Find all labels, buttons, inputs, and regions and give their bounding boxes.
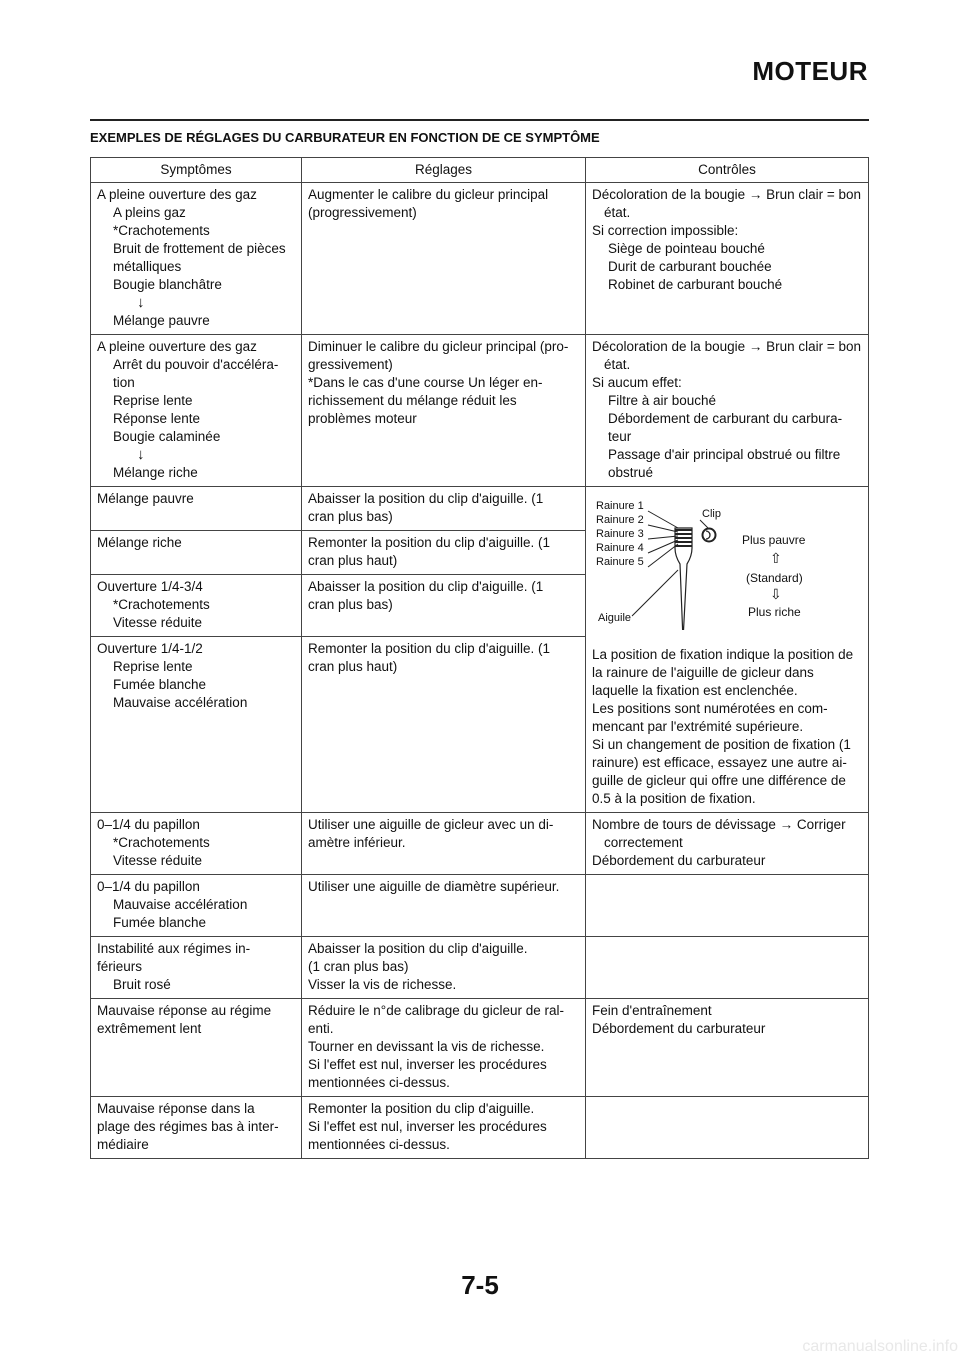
- table-row: [91, 1097, 869, 1159]
- check-text: Décoloration de la bougie → Brun clair = bon état.: [592, 339, 862, 372]
- needle-body: [675, 528, 692, 630]
- adjustment-cell: [302, 183, 586, 335]
- symptom-result: Mélange pauvre: [113, 313, 210, 328]
- adjustment-cell: [302, 575, 586, 637]
- symptom-line: Bougie blanchâtre: [113, 277, 222, 292]
- explanation-line: Les positions sont numérotées en com-: [592, 701, 828, 716]
- groove-label: Rainure 2: [596, 514, 644, 526]
- adjustment-cell: [302, 875, 586, 937]
- symptom-cell: [91, 813, 302, 875]
- symptom-line: Bruit rosé: [113, 977, 171, 992]
- explanation-line: la rainure de l'aiguille de gicleur dans: [592, 665, 814, 680]
- check-line: teur: [608, 429, 632, 444]
- adjustment-line: amètre inférieur.: [308, 835, 406, 850]
- adjustment-line: richissement du mélange réduit les: [308, 393, 517, 408]
- leader-line: [700, 520, 708, 528]
- check-cell: [586, 937, 869, 999]
- adjustment-cell: [302, 335, 586, 487]
- check-cell: [586, 183, 869, 335]
- symptom-line: *Crachotements: [113, 597, 210, 612]
- down-arrow-icon: ⇩: [770, 586, 782, 602]
- adjustment-line: cran plus haut): [308, 553, 398, 568]
- symptom-line: Fumée blanche: [113, 677, 207, 692]
- header-rule: [90, 119, 869, 121]
- check-text: Décoloration de la bougie → Brun clair = bon état.: [592, 187, 862, 220]
- check-line: Fein d'entraînement: [592, 1003, 712, 1018]
- check-cell: [586, 999, 869, 1097]
- adjustment-cell: [302, 531, 586, 575]
- check-cell: [586, 335, 869, 487]
- table-row: [91, 487, 869, 531]
- leader-line: [632, 570, 678, 616]
- check-cell: [586, 813, 869, 875]
- symptom-line: Mélange pauvre: [97, 491, 194, 506]
- symptom-line: A pleine ouverture des gaz: [97, 339, 257, 354]
- down-arrow-icon: ↓: [137, 446, 145, 463]
- symptom-cell: [91, 335, 302, 487]
- adjustment-line: Remonter la position du clip d'aiguille. (1: [308, 641, 550, 656]
- explanation-line: La position de fixation indique la position de: [592, 647, 854, 662]
- symptom-line: Reprise lente: [113, 659, 193, 674]
- symptom-line: *Crachotements: [113, 835, 210, 850]
- symptom-line: tion: [113, 375, 135, 390]
- adjustment-line: Remonter la position du clip d'aiguille. (1: [308, 535, 550, 550]
- diagram-explanation: [592, 646, 862, 808]
- adjustment-line: Utiliser une aiguille de gicleur avec un di-: [308, 817, 554, 832]
- check-line: Durit de carburant bouchée: [608, 259, 772, 274]
- adjustment-line: gressivement): [308, 357, 393, 372]
- explanation-line: mencant par l'extrémité supérieure.: [592, 719, 804, 734]
- symptom-line: Mauvaise réponse au régime: [97, 1003, 272, 1018]
- symptom-cell: [91, 575, 302, 637]
- adjustment-line: enti.: [308, 1021, 334, 1036]
- symptom-line: Fumée blanche: [113, 915, 207, 930]
- check-line: Débordement de carburant du carbura-: [608, 411, 843, 426]
- explanation-line: Si un changement de position de fixation (1: [592, 737, 851, 752]
- check-text: Nombre de tours de dévissage → Corriger correctement: [592, 817, 846, 850]
- leader-line: [648, 536, 678, 539]
- symptom-line: 0–1/4 du papillon: [97, 817, 200, 832]
- check-line: Siège de pointeau bouché: [608, 241, 765, 256]
- adjustment-line: Abaisser la position du clip d'aiguille. (1: [308, 491, 544, 506]
- symptom-line: médiaire: [97, 1137, 149, 1152]
- check-cell: [586, 875, 869, 937]
- explanation-line: rainure) est efficace, essayez une autre ai-: [592, 755, 847, 770]
- symptom-line: Reprise lente: [113, 393, 193, 408]
- col-header-checks: Contrôles: [586, 158, 869, 183]
- adjustment-line: (1 cran plus bas): [308, 959, 409, 974]
- needle-diagram-cell: [586, 487, 869, 813]
- adjustment-line: mentionnées ci-dessus.: [308, 1075, 450, 1090]
- groove-label: Rainure 4: [596, 542, 644, 554]
- symptom-line: Ouverture 1/4-3/4: [97, 579, 203, 594]
- explanation-line: 0.5 à la position de fixation.: [592, 791, 756, 806]
- clip-ring-inner: [706, 531, 710, 539]
- table-row: [91, 813, 869, 875]
- adjustment-line: Diminuer le calibre du gicleur principal (pro-: [308, 339, 569, 354]
- page-number: 7-5: [461, 1270, 499, 1300]
- symptom-line: 0–1/4 du papillon: [97, 879, 200, 894]
- explanation-line: guille de gicleur qui offre une différence de: [592, 773, 846, 788]
- groove-label: Rainure 1: [596, 500, 644, 512]
- symptom-line: Instabilité aux régimes in-: [97, 941, 251, 956]
- down-arrow-icon: ↓: [137, 294, 145, 311]
- adjustment-line: Abaisser la position du clip d'aiguille.: [308, 941, 528, 956]
- page-header-title: MOTEUR: [752, 56, 868, 86]
- col-header-symptoms: Symptômes: [91, 158, 302, 183]
- adjustment-line: Augmenter le calibre du gicleur principal: [308, 187, 549, 202]
- adjustment-line: *Dans le cas d'une course Un léger en-: [308, 375, 543, 390]
- carburetor-settings-table: [90, 157, 869, 1159]
- symptom-line: A pleins gaz: [113, 205, 186, 220]
- symptom-line: férieurs: [97, 959, 143, 974]
- symptom-line: A pleine ouverture des gaz: [97, 187, 257, 202]
- check-line: Si aucum effet:: [592, 375, 682, 390]
- table-row: [91, 875, 869, 937]
- clip-label: Clip: [702, 508, 721, 520]
- symptom-line: Réponse lente: [113, 411, 201, 426]
- adjustment-line: Remonter la position du clip d'aiguille.: [308, 1101, 535, 1116]
- symptom-line: Bougie calaminée: [113, 429, 221, 444]
- symptom-line: Mauvaise accélération: [113, 695, 248, 710]
- needle-label: Aiguile: [598, 612, 632, 624]
- symptom-line: Bruit de frottement de pièces: [113, 241, 286, 256]
- section-title: EXEMPLES DE RÉGLAGES DU CARBURATEUR EN FONCTION DE CE SYMPTÔME: [90, 130, 600, 145]
- symptom-cell: [91, 637, 302, 813]
- adjustment-line: problèmes moteur: [308, 411, 417, 426]
- adjustment-line: Visser la vis de richesse.: [308, 977, 457, 992]
- symptom-line: *Crachotements: [113, 223, 210, 238]
- symptom-line: Mauvaise réponse dans la: [97, 1101, 255, 1116]
- needle-clip-diagram: [592, 490, 862, 630]
- clip-ring: [703, 529, 716, 542]
- standard-label: (Standard): [746, 571, 803, 585]
- col-header-settings: Réglages: [302, 158, 586, 183]
- adjustment-cell: [302, 1097, 586, 1159]
- check-line: Débordement du carburateur: [592, 853, 766, 868]
- watermark-footer: carmanualsonline.info: [802, 1338, 958, 1355]
- table-row: [91, 183, 869, 335]
- adjustment-cell: [302, 999, 586, 1097]
- check-line: [592, 816, 862, 852]
- check-line: Si correction impossible:: [592, 223, 739, 238]
- adjustment-line: (progressivement): [308, 205, 417, 220]
- adjustment-cell: [302, 937, 586, 999]
- table-row: [91, 335, 869, 487]
- symptom-line: extrêmement lent: [97, 1021, 202, 1036]
- adjustment-cell: [302, 637, 586, 813]
- richer-label: Plus riche: [748, 605, 801, 619]
- symptom-line: plage des régimes bas à inter-: [97, 1119, 279, 1134]
- leader-line: [648, 540, 678, 553]
- adjustment-cell: [302, 813, 586, 875]
- leader-line: [648, 544, 678, 567]
- symptom-cell: [91, 999, 302, 1097]
- adjustment-line: Tourner en devissant la vis de richesse.: [308, 1039, 545, 1054]
- adjustment-line: cran plus bas): [308, 509, 393, 524]
- leader-line: [648, 511, 678, 528]
- check-line: [592, 338, 862, 374]
- symptom-result: Mélange riche: [113, 465, 198, 480]
- check-line: [592, 186, 862, 222]
- adjustment-line: Réduire le n°de calibrage du gicleur de ral-: [308, 1003, 565, 1018]
- adjustment-line: Utiliser une aiguille de diamètre supérieur.: [308, 879, 560, 894]
- symptom-line: Ouverture 1/4-1/2: [97, 641, 203, 656]
- table-header-row: [91, 158, 869, 183]
- check-line: Robinet de carburant bouché: [608, 277, 783, 292]
- symptom-cell: [91, 487, 302, 531]
- groove-label: Rainure 5: [596, 556, 644, 568]
- adjustment-line: cran plus haut): [308, 659, 398, 674]
- adjustment-line: Si l'effet est nul, inverser les procédures: [308, 1119, 547, 1134]
- check-line: Filtre à air bouché: [608, 393, 717, 408]
- adjustment-cell: [302, 487, 586, 531]
- check-line: Passage d'air principal obstrué ou filtre: [608, 447, 841, 462]
- adjustment-line: cran plus bas): [308, 597, 393, 612]
- symptom-line: Vitesse réduite: [113, 853, 203, 868]
- table-row: [91, 937, 869, 999]
- check-cell: [586, 1097, 869, 1159]
- leader-line: [648, 525, 678, 532]
- check-line: Débordement du carburateur: [592, 1021, 766, 1036]
- symptom-line: Arrêt du pouvoir d'accéléra-: [113, 357, 279, 372]
- symptom-cell: [91, 1097, 302, 1159]
- table-row: [91, 999, 869, 1097]
- symptom-line: Vitesse réduite: [113, 615, 203, 630]
- leaner-label: Plus pauvre: [742, 533, 806, 547]
- symptom-cell: [91, 875, 302, 937]
- symptom-cell: [91, 937, 302, 999]
- symptom-cell: [91, 531, 302, 575]
- symptom-line: métalliques: [113, 259, 182, 274]
- adjustment-line: Abaisser la position du clip d'aiguille. (1: [308, 579, 544, 594]
- explanation-line: laquelle la fixation est enclenchée.: [592, 683, 798, 698]
- symptom-line: Mauvaise accélération: [113, 897, 248, 912]
- up-arrow-icon: ⇧: [770, 550, 782, 566]
- symptom-line: Mélange riche: [97, 535, 182, 550]
- check-line: obstrué: [608, 465, 654, 480]
- groove-label: Rainure 3: [596, 528, 644, 540]
- adjustment-line: mentionnées ci-dessus.: [308, 1137, 450, 1152]
- symptom-cell: [91, 183, 302, 335]
- adjustment-line: Si l'effet est nul, inverser les procédures: [308, 1057, 547, 1072]
